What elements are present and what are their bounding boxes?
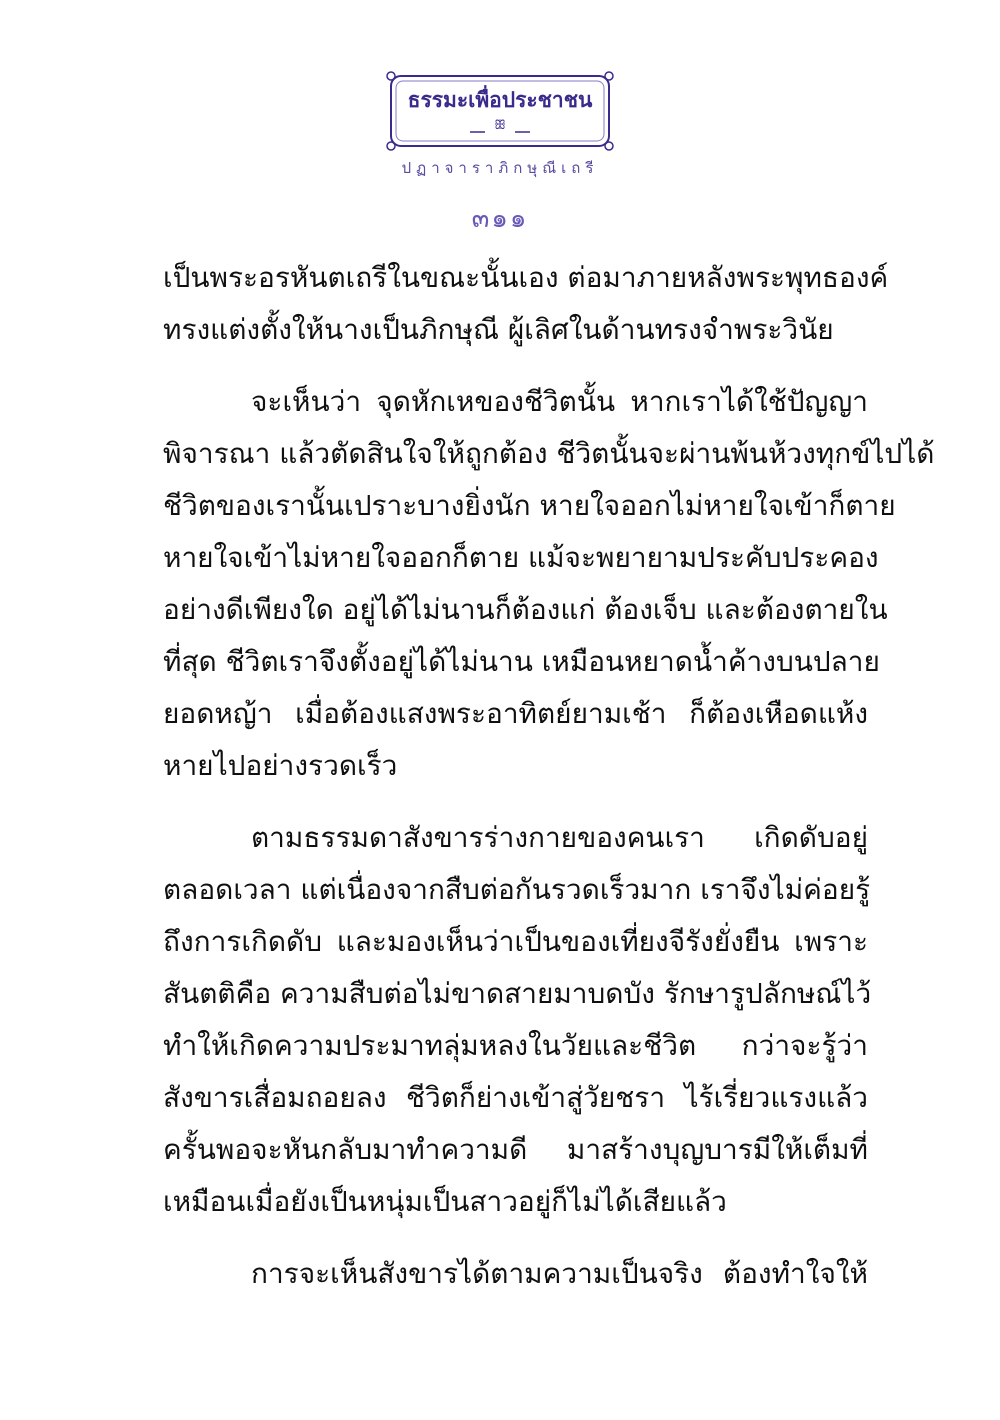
text-line: สันตติคือ ความสืบต่อไม่ขาดสายมาบดบัง รักษารูปลักษณ์ไว้ xyxy=(163,977,872,1010)
series-logo xyxy=(385,70,615,152)
text-line: เป็นพระอรหันตเถรีในขณะนั้นเอง ต่อมาภายหลังพระพุทธองค์ xyxy=(163,261,889,294)
text-line: พิจารณา แล้วตัดสินใจให้ถูกต้อง ชีวิตนั้นจะผ่านพ้นห้วงทุกข์ไปได้ xyxy=(163,437,935,470)
text-line: อย่างดีเพียงใด อยู่ได้ไม่นานก็ต้องแก่ ต้องเจ็บ และต้องตายใน xyxy=(163,593,888,626)
text-line: สังขารเสื่อมถอยลง ชีวิตก็ย่างเข้าสู่วัยชรา ไร้เรี่ยวแรงแล้ว xyxy=(163,1081,868,1114)
text-line: ชีวิตของเรานั้นเปราะบางยิ่งนัก หายใจออกไม่หายใจเข้าก็ตาย xyxy=(163,489,896,522)
page-header xyxy=(0,70,1000,239)
text-line: ทำให้เกิดความประมาทลุ่มหลงในวัยและชีวิต กว่าจะรู้ว่า xyxy=(163,1029,868,1062)
text-line: หายไปอย่างรวดเร็ว xyxy=(163,749,398,782)
chapter-subtitle: ปฏาจาราภิกษุณีเถรี xyxy=(401,159,599,177)
logo-title: ธรรมะเพื่อประชาชน xyxy=(407,88,593,112)
text-line: เหมือนเมื่อยังเป็นหนุ่มเป็นสาวอยู่ก็ไม่ได้เสียแล้ว xyxy=(163,1185,727,1218)
text-line: ทรงแต่งตั้งให้นางเป็นภิกษุณี ผู้เลิศในด้านทรงจำพระวินัย xyxy=(163,313,834,346)
text-line: ตลอดเวลา แต่เนื่องจากสืบต่อกันรวดเร็วมาก เราจึงไม่ค่อยรู้ xyxy=(163,873,871,906)
text-line: หายใจเข้าไม่หายใจออกก็ตาย แม้จะพยายามประคับประคอง xyxy=(163,541,879,574)
text-line: ตามธรรมดาสังขารร่างกายของคนเรา เกิดดับอยู่ xyxy=(251,821,868,854)
body-text xyxy=(163,252,935,1300)
text-line: ที่สุด ชีวิตเราจึงตั้งอยู่ได้ไม่นาน เหมือนหยาดน้ำค้างบนปลาย xyxy=(163,645,880,678)
text-line: จะเห็นว่า จุดหักเหของชีวิตนั้น หากเราได้ใช้ปัญญา xyxy=(251,385,868,418)
text-line: การจะเห็นสังขารได้ตามความเป็นจริง ต้องทำใจให้ xyxy=(251,1257,868,1290)
text-line: ยอดหญ้า เมื่อต้องแสงพระอาทิตย์ยามเช้า ก็ต้องเหือดแห้ง xyxy=(163,697,868,730)
text-line: ถึงการเกิดดับ และมองเห็นว่าเป็นของเที่ยงจีรังยั่งยืน เพราะ xyxy=(163,925,868,958)
page-number: ๓๑๑ xyxy=(471,204,529,234)
logo-ornament: ꕥ xyxy=(493,118,507,133)
text-line: ครั้นพอจะหันกลับมาทำความดี มาสร้างบุญบารมีให้เต็มที่ xyxy=(163,1133,868,1166)
